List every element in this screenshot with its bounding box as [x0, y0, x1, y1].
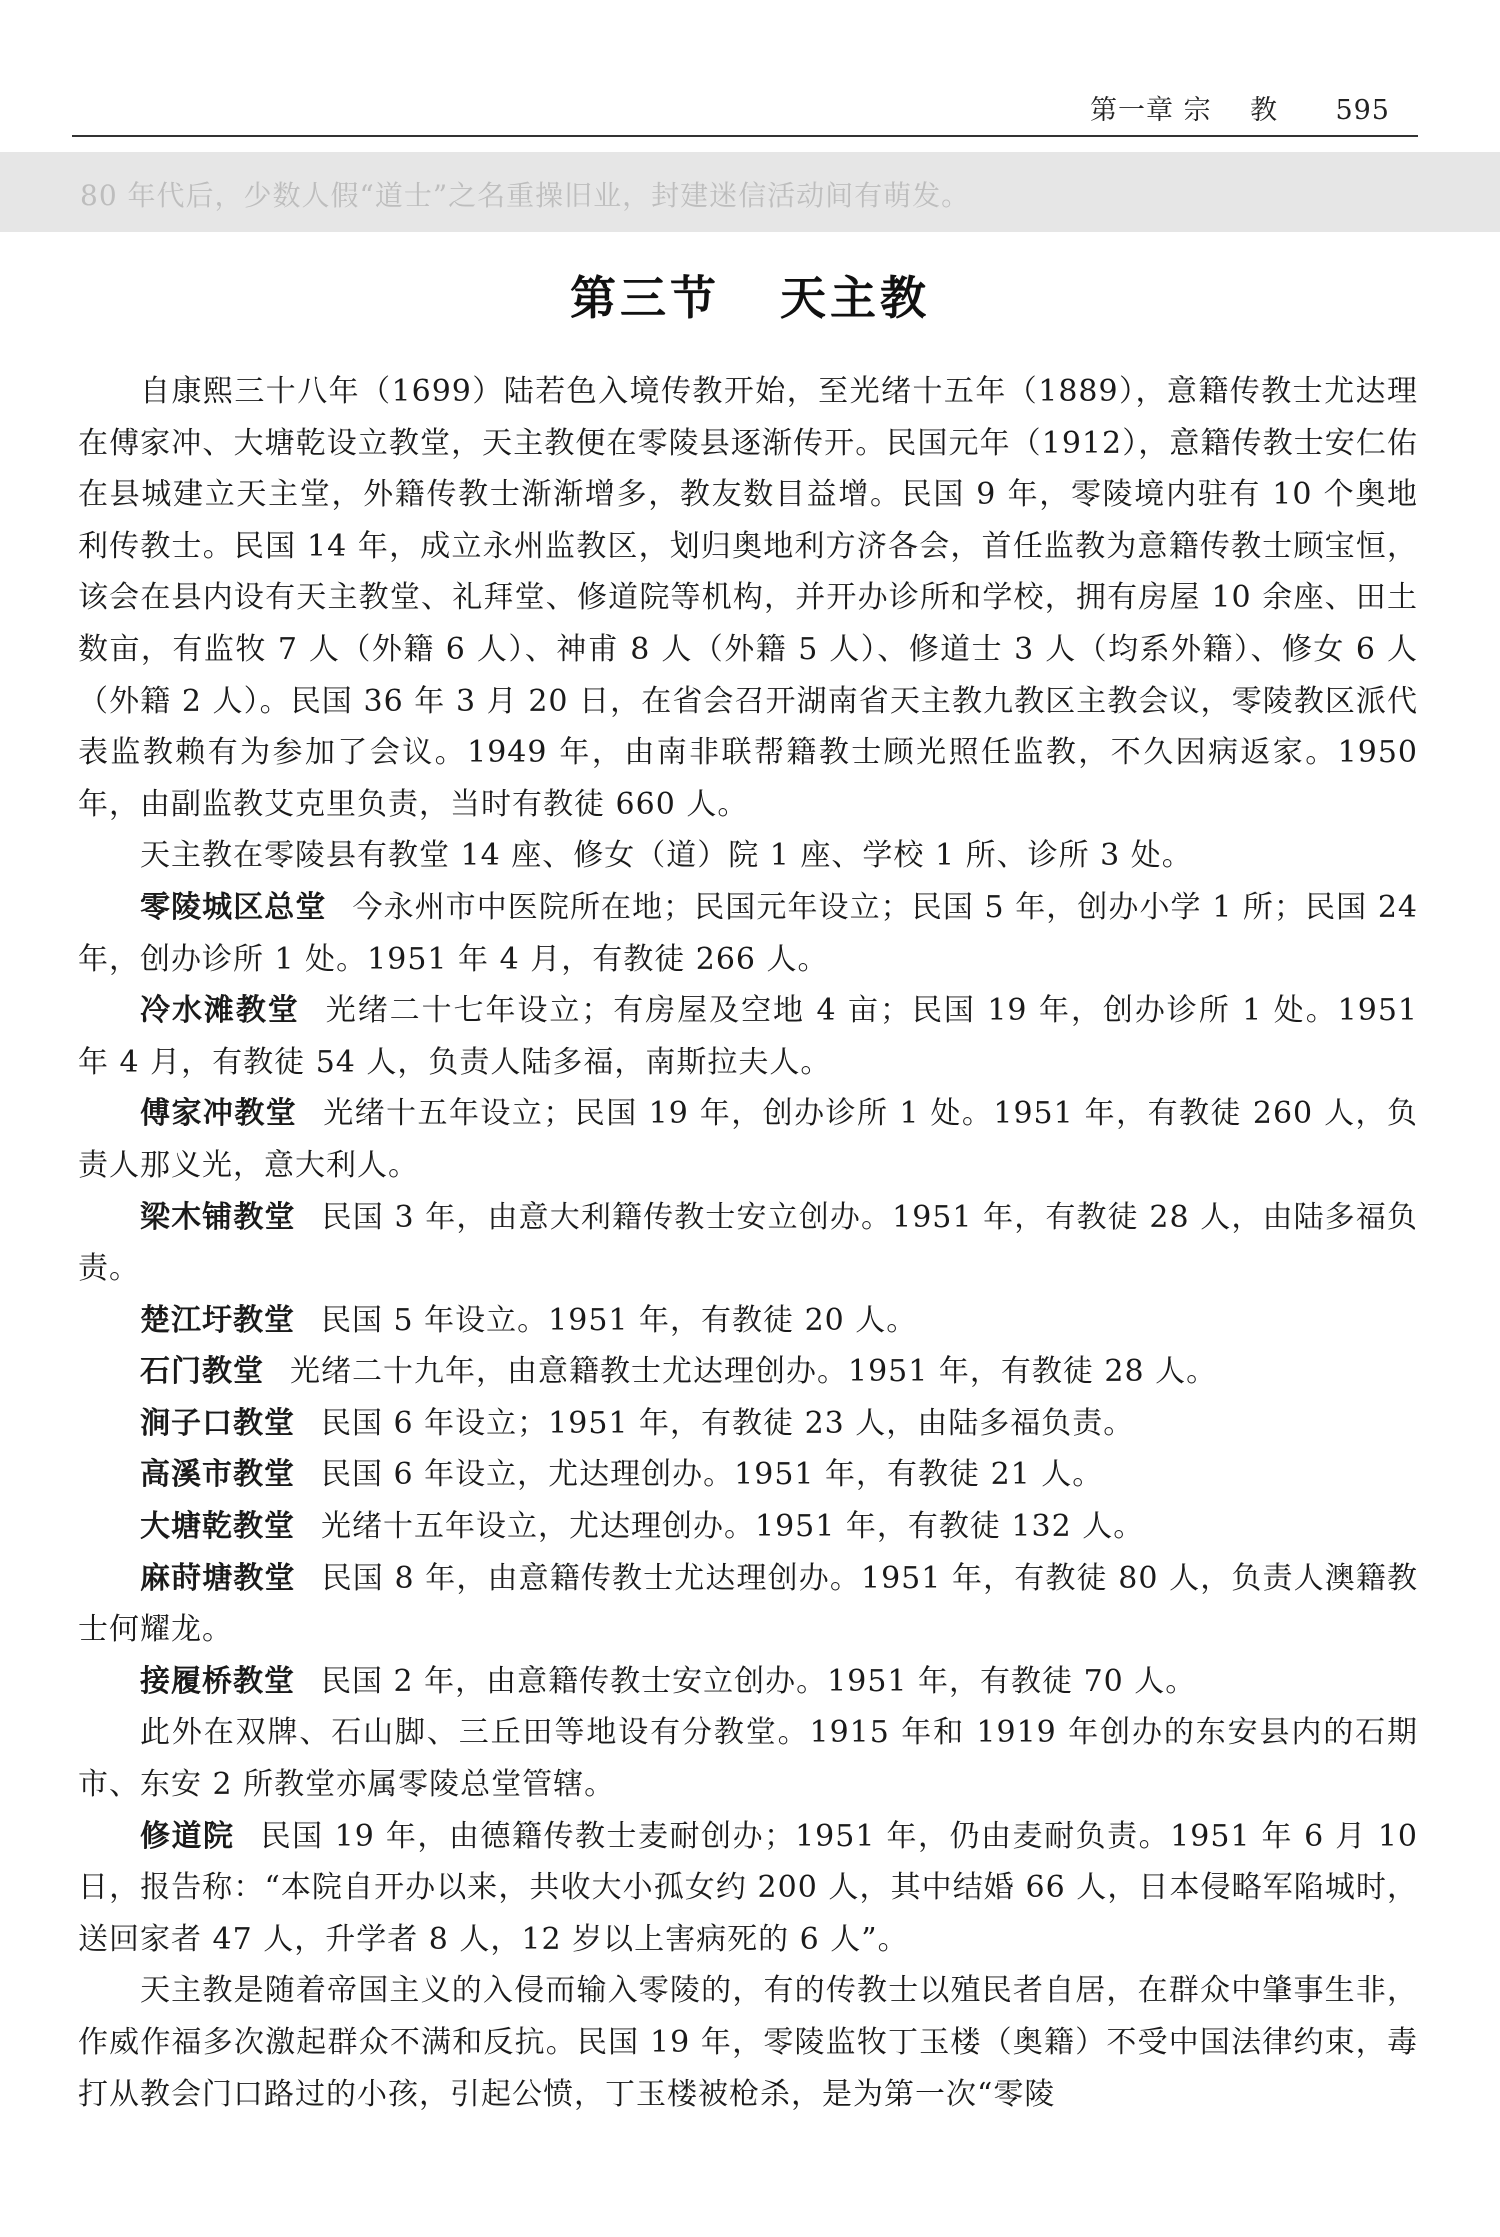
entry-text: 今永州市中医院所在地；民国元年设立；民国 5 年，创办小学 1 所；民国 24 年，创办诊所 1 处。1951 年 4 月，有教徒 266 人。	[78, 889, 1418, 977]
entry-paragraph	[78, 1501, 1418, 1553]
entry-paragraph	[78, 1553, 1418, 1656]
chapter-page-header	[1090, 88, 1390, 127]
entry-paragraph	[78, 1192, 1418, 1295]
entry-name: 修道院	[140, 1818, 235, 1854]
body-text	[78, 366, 1418, 2120]
section-title: 第三节 天主教	[569, 271, 931, 325]
paragraph-others: 此外在双牌、石山脚、三丘田等地设有分教堂。1915 年和 1919 年创办的东安县内的石期市、东安 2 所教堂亦属零陵总堂管辖。	[78, 1715, 1418, 1803]
entry-name: 高溪市教堂	[140, 1457, 295, 1493]
faded-overlay-banner	[0, 152, 1500, 232]
entry-name: 大塘乾教堂	[140, 1509, 295, 1545]
entry-text: 民国 6 年设立；1951 年，有教徒 23 人，由陆多福负责。	[321, 1405, 1135, 1441]
paragraph-summary: 天主教在零陵县有教堂 14 座、修女（道）院 1 座、学校 1 所、诊所 3 处。	[140, 838, 1193, 874]
entry-name: 梁木铺教堂	[140, 1199, 296, 1235]
entry-paragraph	[78, 1088, 1418, 1191]
entry-name: 零陵城区总堂	[140, 889, 327, 925]
banner-text: 80 年代后，少数人假“道士”之名重操旧业，封建迷信活动间有萌发。	[80, 179, 971, 212]
entry-text: 光绪十五年设立，尤达理创办。1951 年，有教徒 132 人。	[321, 1509, 1145, 1545]
entry-paragraph	[78, 1398, 1418, 1450]
entry-text: 光绪二十九年，由意籍教士尤达理创办。1951 年，有教徒 28 人。	[290, 1354, 1218, 1390]
page-number: 595	[1335, 95, 1390, 126]
entry-paragraph	[78, 1346, 1418, 1398]
entry-name: 楚江圩教堂	[140, 1302, 295, 1338]
entry-name: 接履桥教堂	[140, 1663, 295, 1699]
entry-text: 民国 3 年，由意大利籍传教士安立创办。1951 年，有教徒 28 人，由陆多福负责。	[78, 1199, 1418, 1287]
entry-text: 光绪十五年设立；民国 19 年，创办诊所 1 处。1951 年，有教徒 260 人，负责人那义光，意大利人。	[78, 1096, 1419, 1183]
paragraph-closing: 天主教是随着帝国主义的入侵而输入零陵的，有的传教士以殖民者自居，在群众中肇事生非，作威作福多次激起群众不满和反抗。民国 19 年，零陵监牧丁玉楼（奥籍）不受中国法律约束，毒打从教会门口路过的小孩，引起公愤，丁玉楼被枪杀，是为第一次“零陵	[78, 1973, 1418, 2112]
entry-text: 民国 19 年，由德籍传教士麦耐创办；1951 年，仍由麦耐负责。1951 年 6 月 10 日，报告称：“本院自开办以来，共收大小孤女约 200 人，其中结婚 66 人，日本侵略军陷城时，送回家者 47 人，升学者 8 人，12 岁以上害病死的 6 人”。	[78, 1818, 1419, 1957]
entry-paragraph	[78, 882, 1418, 985]
entry-text: 民国 5 年设立。1951 年，有教徒 20 人。	[321, 1302, 918, 1338]
header-rule	[72, 135, 1418, 137]
entry-paragraph	[78, 985, 1418, 1088]
running-header	[0, 0, 1500, 150]
entry-text: 民国 8 年，由意籍传教士尤达理创办。1951 年，有教徒 80 人，负责人澳籍教士何耀龙。	[78, 1560, 1418, 1648]
entry-paragraph	[78, 1811, 1418, 1966]
entry-paragraph	[78, 1656, 1418, 1708]
entry-name: 麻莳塘教堂	[140, 1560, 296, 1596]
entry-paragraph	[78, 1295, 1418, 1347]
entry-name: 石门教堂	[140, 1354, 264, 1390]
entry-text: 民国 6 年设立，尤达理创办。1951 年，有教徒 21 人。	[321, 1457, 1104, 1493]
entry-name: 涧子口教堂	[140, 1405, 295, 1441]
entry-name: 傅家冲教堂	[140, 1096, 298, 1132]
entry-text: 民国 2 年，由意籍传教士安立创办。1951 年，有教徒 70 人。	[321, 1663, 1197, 1699]
paragraph-intro: 自康熙三十八年（1699）陆若色入境传教开始，至光绪十五年（1889），意籍传教士尤达理在傅家冲、大塘乾设立教堂，天主教便在零陵县逐渐传开。民国元年（1912），意籍传教士安仁佑在县城建立天主堂，外籍传教士渐渐增多，教友数目益增。民国 9 年，零陵境内驻有 10 个奥地利传教士。民国 14 年，成立永州监教区，划归奥地利方济各会，首任监教为意籍传教士顾宝恒，该会在县内设有天主教堂、礼拜堂、修道院等机构，并开办诊所和学校，拥有房屋 10 余座、田土数亩，有监牧 7 人（外籍 6 人）、神甫 8 人（外籍 5 人）、修道士 3 人（均系外籍）、修女 6 人（外籍 2 人）。民国 36 年 3 月 20 日，在省会召开湖南省天主教九教区主教会议，零陵教区派代表监教赖有为参加了会议。1949 年，由南非联帮籍教士顾光照任监教，不久因病返家。1950 年，由副监教艾克里负责，当时有教徒 660 人。	[78, 374, 1418, 822]
chapter-title: 第一章 宗 教	[1090, 95, 1278, 126]
entry-text: 光绪二十七年设立；有房屋及空地 4 亩；民国 19 年，创办诊所 1 处。1951 年 4 月，有教徒 54 人，负责人陆多福，南斯拉夫人。	[78, 993, 1418, 1080]
entry-name: 冷水滩教堂	[140, 993, 300, 1029]
entry-paragraph	[78, 1449, 1418, 1501]
